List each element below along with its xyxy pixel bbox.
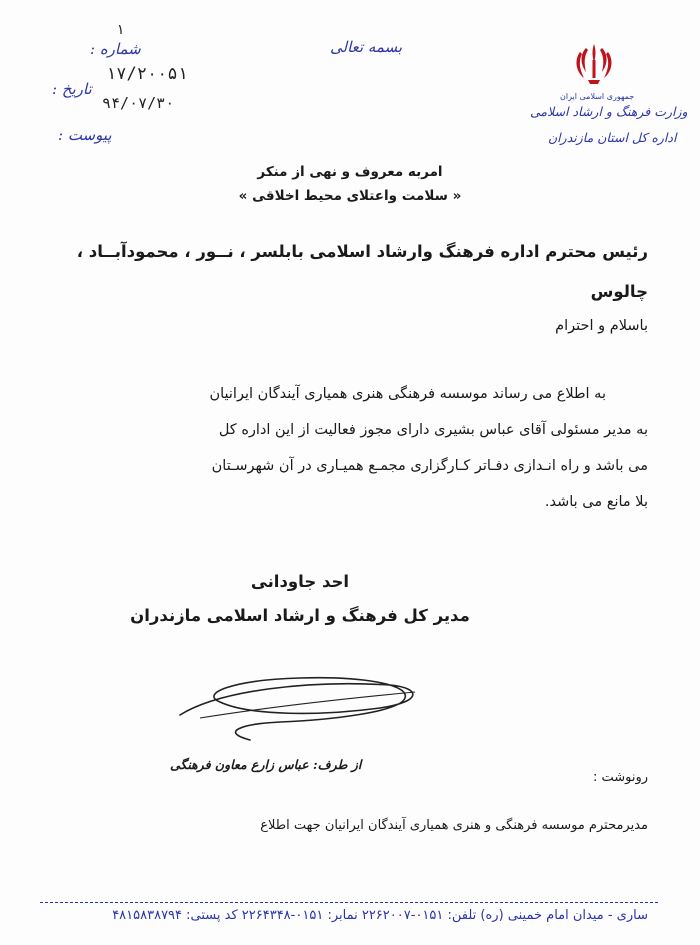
cc-line: مدیرمحترم موسسه فرهنگی و هنری همیاری آیندگان ایرانیان جهت اطلاع <box>260 818 648 833</box>
registration-number: ۱۷/۲۰۰۵۱ <box>106 64 188 84</box>
date-value: ۹۴/۰۷/۳۰ <box>102 94 175 112</box>
number-value: ۱ <box>116 22 125 38</box>
addressee-line1: رئیس محترم اداره فرهنگ وارشاد اسلامی بابلسر ، نــور ، محمودآبــاد ، <box>76 242 648 261</box>
office-name: اداره کل استان مازندران <box>548 130 677 145</box>
iran-emblem-icon <box>572 40 616 88</box>
signatory-name: احد جاودانی <box>250 572 350 591</box>
greeting-text: باسلام و احترام <box>555 318 648 334</box>
signatory-title: مدیر کل فرهنگ و ارشاد اسلامی مازندران <box>130 606 470 625</box>
body-line-2: به مدیر مسئولی آقای عباس بشیری دارای مجوز فعالیت از این اداره کل <box>218 422 648 438</box>
addressee-line2: چالوس <box>590 282 648 301</box>
ministry-name: وزارت فرهنگ و ارشاد اسلامی <box>530 104 688 119</box>
attachment-label: : پیوست <box>58 126 112 144</box>
footer-contact: ساری - میدان امام خمینی (ره) تلفن: ۰۱۵۱-۲۲۶۲۰۰۷ نمابر: ۰۱۵۱-۲۲۶۴۳۴۸ کد پستی: ۴۸۱۵۸۳۸۷۹۴ <box>112 908 648 923</box>
on-behalf-handwriting: از طرف: عباس زارع معاون فرهنگی <box>170 757 362 772</box>
slogan-line1: امربه معروف و نهی از منکر <box>257 164 443 180</box>
cc-label: رونوشت : <box>592 770 648 785</box>
handwritten-signature <box>160 640 430 750</box>
date-label: : تاریخ <box>52 80 92 98</box>
invocation-text: بسمه تعالی <box>330 38 403 56</box>
ministry-small-text: جمهوری اسلامی ایران <box>560 92 635 101</box>
body-line-1: به اطلاع می رساند موسسه فرهنگی هنری همیاری آیندگان ایرانیان <box>209 386 606 402</box>
number-label: : شماره <box>90 40 141 58</box>
footer-divider <box>40 902 658 903</box>
slogan-line2: « سلامت واعتلای محیط اخلاقی » <box>238 188 462 204</box>
body-line-4: بلا مانع می باشد. <box>544 494 648 510</box>
body-line-3: می باشد و راه انـدازی دفـاتر کـارگزاری مجمـع همیـاری در آن شهرسـتان <box>211 458 648 474</box>
